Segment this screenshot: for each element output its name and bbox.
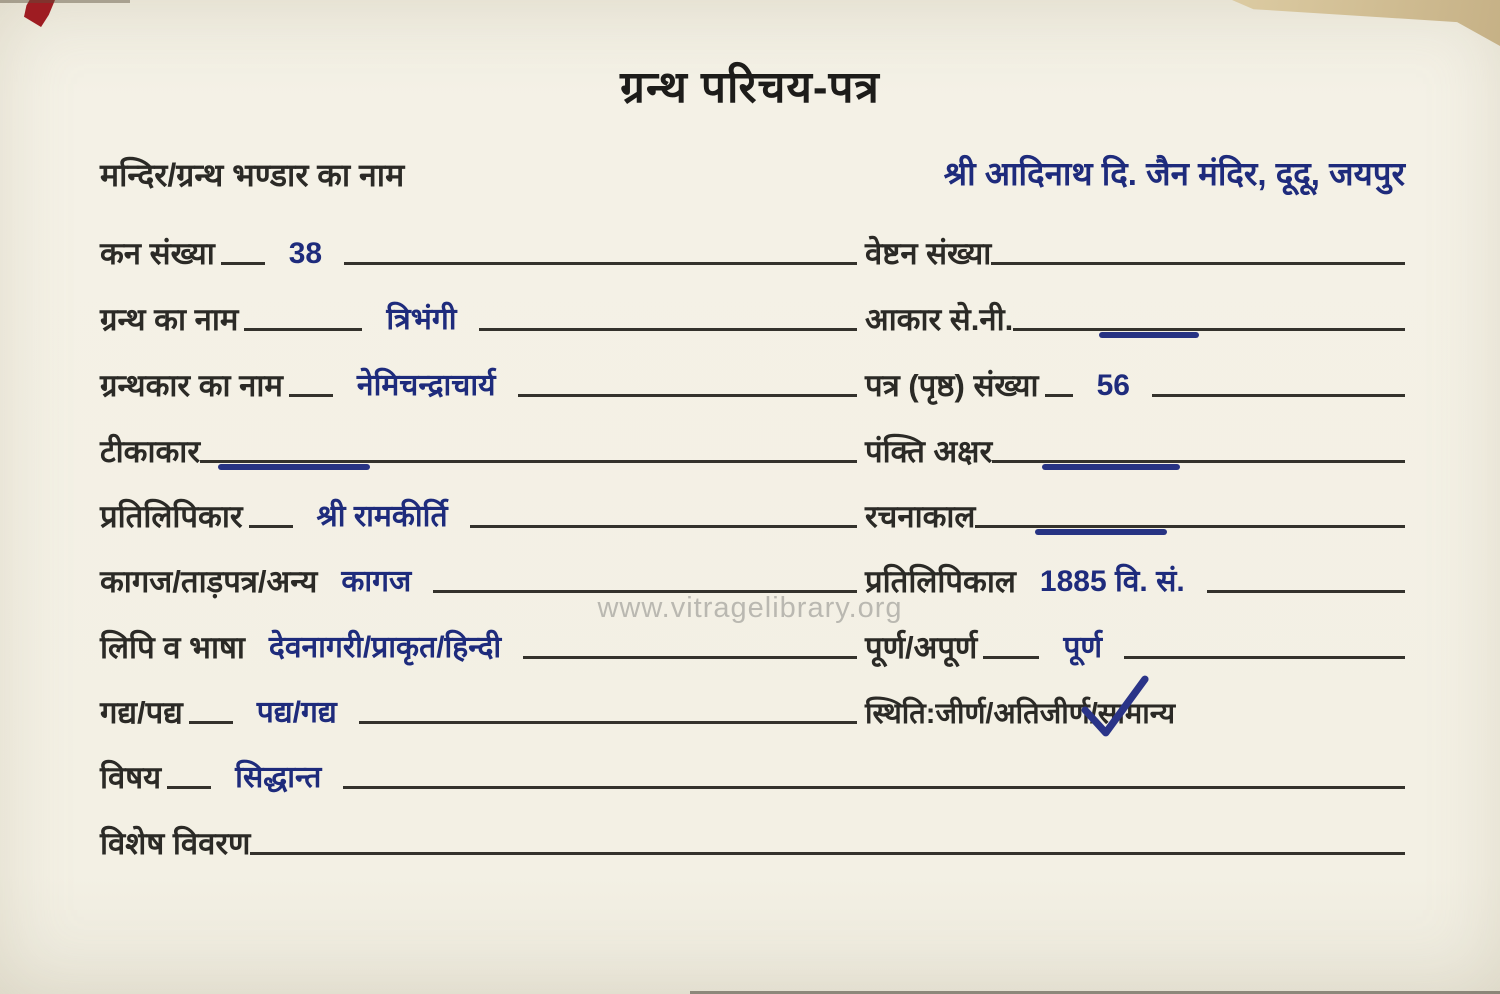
rule-line — [344, 262, 857, 265]
field-value: श्री रामकीर्ति — [316, 500, 448, 533]
form-row-commentator — [100, 416, 1405, 470]
form-row-material — [100, 546, 1405, 600]
blank-field — [992, 428, 1405, 470]
hand-dash-mark — [1042, 464, 1180, 470]
watermark: www.vitragelibrary.org — [597, 592, 903, 624]
field-group — [100, 499, 857, 535]
rule-line — [244, 328, 362, 331]
field-group — [865, 564, 1405, 600]
blank-field — [200, 428, 857, 470]
form-row-author-name — [100, 350, 1405, 404]
field-value: सिद्धान्त — [235, 761, 322, 794]
form-row-special-details — [100, 808, 1405, 862]
rule-line — [359, 721, 857, 724]
hand-dash-mark — [218, 464, 370, 470]
field-label: आकार से.नी. — [865, 302, 1014, 338]
rule-line — [249, 525, 293, 528]
field-group — [865, 236, 1405, 272]
rule-line — [200, 460, 857, 463]
rule-line — [289, 394, 333, 397]
field-value: देवनागरी/प्राकृत/हिन्दी — [268, 631, 502, 664]
field-label: ग्रन्थकार का नाम — [100, 368, 283, 404]
field-value: कागज — [341, 565, 412, 598]
field-value: श्री आदिनाथ दि. जैन मंदिर, दूदू, जयपुर — [943, 154, 1405, 192]
field-label: गद्य/पद्य — [100, 695, 183, 731]
hand-dash-mark — [1035, 529, 1167, 535]
field-value: त्रिभंगी — [386, 303, 457, 336]
field-label: रचनाकाल — [865, 499, 976, 535]
rule-line — [992, 460, 1405, 463]
rule-line — [975, 525, 1405, 528]
field-group — [865, 296, 1405, 338]
form-row-subject — [100, 742, 1405, 796]
field-label: पूर्ण/अपूर्ण — [865, 630, 978, 666]
scan-edge-artifact — [0, 0, 130, 3]
blank-field — [1013, 296, 1405, 338]
field-group — [100, 695, 857, 731]
field-label: प्रतिलिपिकार — [100, 499, 243, 535]
rule-line — [1045, 394, 1073, 397]
field-label: ग्रन्थ का नाम — [100, 302, 239, 338]
blank-field — [975, 493, 1405, 535]
hand-dash-mark — [1099, 332, 1199, 338]
field-group — [100, 236, 857, 272]
field-label: मन्दिर/ग्रन्थ भण्डार का नाम — [100, 157, 405, 194]
field-group — [865, 368, 1405, 404]
status-marked-option — [1098, 698, 1175, 731]
rule-line — [470, 525, 857, 528]
field-value: 1885 वि. सं. — [1039, 565, 1185, 598]
rule-line — [1152, 394, 1405, 397]
rule-line — [250, 852, 1405, 855]
field-value: नेमिचन्द्राचार्य — [356, 369, 496, 402]
rule-line — [343, 786, 1405, 789]
form-row-serial-number — [100, 218, 1405, 272]
rule-line — [991, 262, 1405, 265]
rule-line — [1207, 590, 1405, 593]
form-row-script-language — [100, 612, 1405, 666]
field-value: पूर्ण — [1063, 631, 1103, 664]
field-group — [100, 630, 857, 666]
field-group — [865, 698, 1405, 731]
field-group — [100, 302, 857, 338]
field-value: 56 — [1096, 369, 1130, 402]
rule-line — [433, 590, 857, 593]
field-group — [865, 493, 1405, 535]
field-label: विशेष विवरण — [100, 826, 251, 862]
field-value: 38 — [288, 237, 323, 270]
rule-line — [523, 656, 857, 659]
field-label: कन संख्या — [100, 236, 215, 272]
field-group — [100, 368, 857, 404]
field-group — [865, 428, 1405, 470]
field-label: सामान्य — [1097, 697, 1176, 730]
rule-line — [1124, 656, 1405, 659]
field-group — [100, 428, 857, 470]
rule-line — [518, 394, 857, 397]
field-group — [100, 564, 857, 600]
field-value: पद्य/गद्य — [256, 696, 337, 729]
rule-line — [189, 721, 233, 724]
field-label: प्रतिलिपिकाल — [865, 564, 1016, 600]
rule-line — [1013, 328, 1405, 331]
form-row-temple-name — [100, 140, 1405, 194]
field-label: वेष्टन संख्या — [865, 236, 992, 272]
field-label: पत्र (पृष्ठ) संख्या — [865, 368, 1039, 404]
field-label: लिपि व भाषा — [100, 630, 245, 666]
form-row-book-name — [100, 284, 1405, 338]
field-label: पंक्ति अक्षर — [865, 434, 993, 470]
rule-line — [221, 262, 265, 265]
form-row-scribe — [100, 481, 1405, 535]
rule-line — [479, 328, 858, 331]
page-title: ग्रन्थ परिचय-पत्र — [620, 63, 880, 112]
field-label: विषय — [100, 760, 162, 796]
field-group — [865, 630, 1405, 666]
field-label: कागज/ताड़पत्र/अन्य — [100, 564, 318, 600]
field-label: टीकाकार — [100, 434, 201, 470]
rule-line — [167, 786, 211, 789]
form-row-prose-verse-condition — [100, 677, 1405, 731]
field-label: स्थिति:जीर्ण/अतिजीर्ण/ — [865, 697, 1098, 730]
rule-line — [983, 656, 1039, 659]
